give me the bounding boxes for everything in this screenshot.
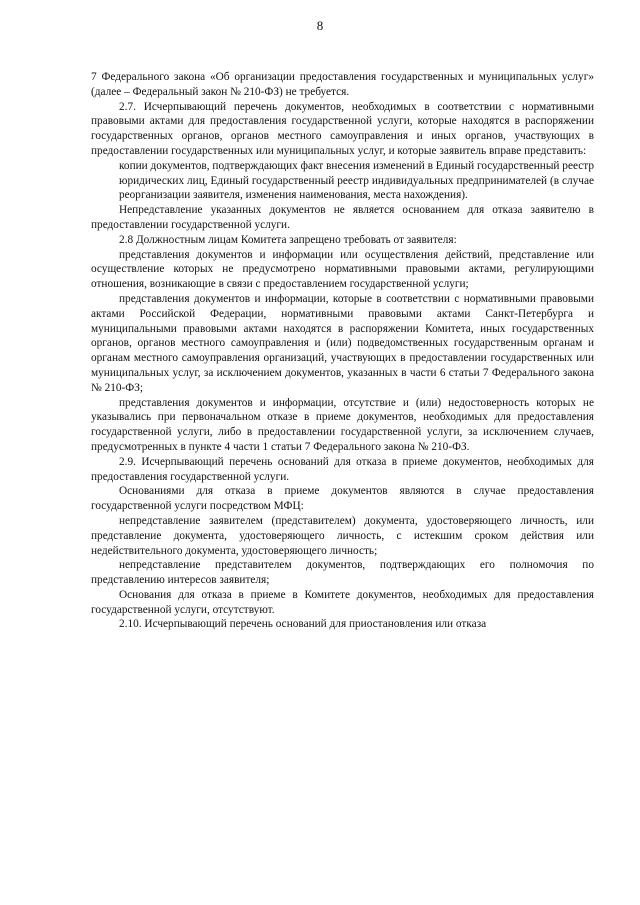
- document-body: [91, 70, 594, 632]
- paragraph-2-7: 2.7. Исчерпывающий перечень документов, необходимых в соответствии с нормативными правовыми актами для предоставления государственной услуги, которые находятся в распоряжении государственных органов, органов местного самоуправления и иных органов, участвующих в предоставлении государственных или муниципальных услуг, и которые заявитель вправе представить:: [91, 100, 594, 157]
- paragraph-refusal-authority: непредставление представителем документов, подтверждающих его полномочия по представлению интересов заявителя;: [91, 559, 594, 587]
- paragraph-refusal-identity: непредставление заявителем (представителем) документа, удостоверяющего личность, или представление документа, удостоверяющего личность, с истекшим сроком действия или недействительного документа, удостоверяющего личность;: [91, 514, 594, 557]
- paragraph-copies-of-documents: копии документов, подтверждающих факт внесения изменений в Единый государственный реестр юридических лиц, Единый государственный реестр индивидуальных предпринимателей (в случае реорганизации заявителя, изменения наименования, места нахождения).: [119, 159, 594, 202]
- paragraph-refusal-grounds: Основаниями для отказа в приеме документов являются в случае предоставления государственной услуги посредством МФЦ:: [91, 485, 594, 513]
- paragraph-prohibition-2: представления документов и информации, которые в соответствии с нормативными правовыми актами Российской Федерации, нормативными правовыми актами Санкт-Петербурга и муниципальными правовыми актами находятся в распоряжении Комитета, иных государственных органов, органов местного самоуправления и (или) подведомственных государственным органам и органам местного самоуправления организаций, участвующих в предоставлении государственных или муниципальных услуг, за исключением документов, указанных в части 6 статьи 7 Федерального закона № 210-ФЗ;: [91, 292, 594, 394]
- paragraph-law-continuation: 7 Федерального закона «Об организации предоставления государственных и муниципальных услуг» (далее – Федеральный закон № 210-ФЗ) не требуется.: [91, 71, 594, 98]
- paragraph-2-9: 2.9. Исчерпывающий перечень оснований для отказа в приеме документов, необходимых для предоставления государственной услуги.: [91, 455, 594, 483]
- paragraph-prohibition-1: представления документов и информации или осуществления действий, представление или осуществление которых не предусмотрено нормативными правовыми актами, регулирующими отношения, возникающие в связи с предоставлением государственной услуги;: [91, 248, 594, 291]
- paragraph-2-10: 2.10. Исчерпывающий перечень оснований для приостановления или отказа: [119, 618, 487, 631]
- paragraph-non-submission: Непредставление указанных документов не является основанием для отказа заявителю в предоставлении государственной услуги.: [91, 204, 594, 231]
- paragraph-no-grounds-committee: Основания для отказа в приеме в Комитете документов, необходимых для предоставления государственной услуги, отсутствуют.: [91, 588, 594, 616]
- page-number: 8: [316, 18, 324, 33]
- paragraph-prohibition-3: представления документов и информации, отсутствие и (или) недостоверность которых не указывались при первоначальном отказе в приеме документов, необходимых для предоставления государственной услуги, либо в предоставлении государственной услуги, за исключением случаев, предусмотренных в пункте 4 части 1 статьи 7 Федерального закона № 210-ФЗ.: [91, 396, 594, 453]
- paragraph-2-8: 2.8 Должностным лицам Комитета запрещено требовать от заявителя:: [119, 233, 457, 246]
